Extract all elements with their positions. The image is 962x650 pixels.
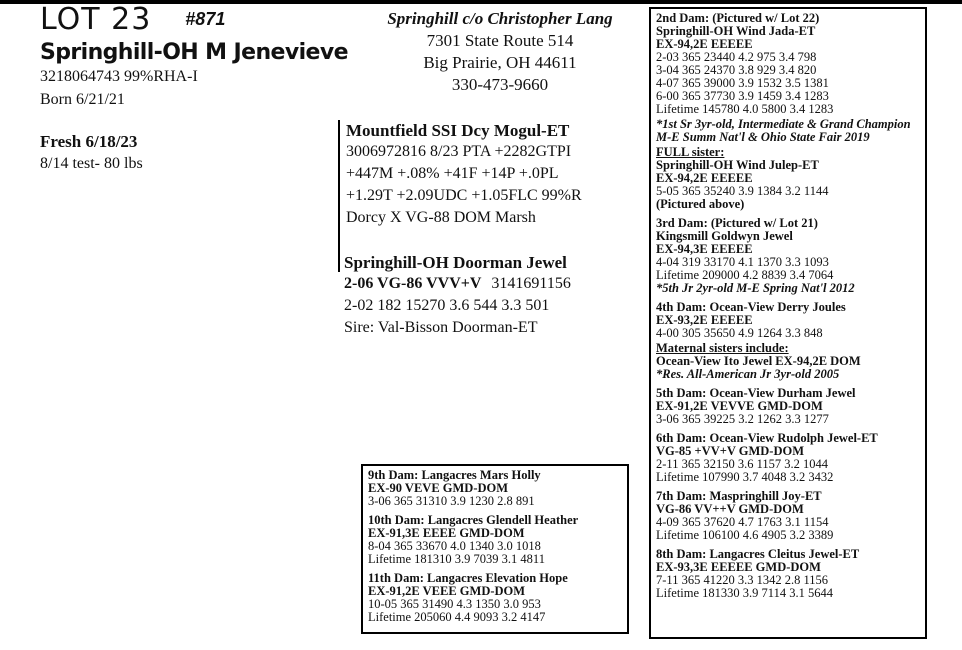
dam6-title: 6th Dam: Ocean-View Rudolph Jewel-ET [656,431,878,445]
dam7-class: VG-86 VV++V GMD-DOM [656,502,804,516]
dam9-title: 9th Dam: Langacres Mars Holly [368,468,541,482]
lot-heading [40,2,225,37]
dam-classification-line [344,273,644,295]
dam9-class: EX-90 VEVE GMD-DOM [368,481,509,495]
dam2-note: *1st Sr 3yr-old, Intermediate & Grand Champion M-E Summ Nat'l & Ohio State Fair 2019 [656,117,911,144]
dam6-class: VG-85 +VV+V GMD-DOM [656,444,805,458]
dam5-entry [656,387,920,426]
consignor-address-line2: Big Prairie, OH 44611 [423,53,577,72]
dam2-title: 2nd Dam: (Pictured w/ Lot 22) [656,11,820,25]
test-result: 8/14 test- 80 lbs [40,155,143,172]
dam7-entry [656,490,920,542]
dam4-entry [656,301,920,340]
dam-classification: 2-06 VG-86 VVV+V [344,275,482,292]
dam3-entry [656,217,920,295]
dam10-lifetime: Lifetime 181310 3.9 7039 3.1 4811 [368,552,545,566]
dam3-lifetime: Lifetime 209000 4.2 8839 3.4 7064 [656,268,834,282]
dam11-record: 10-05 365 31490 4.3 1350 3.0 953 [368,597,541,611]
birth-date: Born 6/21/21 [40,91,125,108]
dam-block [344,253,644,339]
dam2-lifetime: Lifetime 145780 4.0 5800 3.4 1283 [656,102,834,116]
dam11-class: EX-91,2E VEEE GMD-DOM [368,584,526,598]
dam8-title: 8th Dam: Langacres Cleitus Jewel-ET [656,547,860,561]
lot-number: LOT 23 [40,2,152,37]
dam4-record: 4-00 305 35650 4.9 1264 3.3 848 [656,326,823,340]
dam11-entry [368,572,622,624]
maternal-sister-note: *Res. All-American Jr 3yr-old 2005 [656,367,840,381]
dam7-lifetime: Lifetime 106100 4.6 4905 3.2 3389 [656,528,834,542]
dam2-record: 2-03 365 23440 4.2 975 3.4 798 [656,50,817,64]
dam2-record: 6-00 365 37730 3.9 1459 3.4 1283 [656,89,829,103]
dam5-record: 3-06 365 39225 3.2 1262 3.3 1277 [656,412,829,426]
dam6-lifetime: Lifetime 107990 3.7 4048 3.2 3432 [656,470,834,484]
pedigree-box-bottom [361,464,629,634]
dam-registration: 3141691156 [491,275,571,292]
dam2-record: 3-04 365 24370 3.8 929 3.4 820 [656,63,817,77]
sire-info-line: Dorcy X VG-88 DOM Marsh [346,209,536,226]
dam2-record: 4-07 365 39000 3.9 1532 3.5 1381 [656,76,829,90]
dam10-entry [368,514,622,566]
sire-info-line: +447M +.08% +41F +14P +.0PL [346,165,559,182]
sire-info-line: +1.29T +2.09UDC +1.05FLC 99%R [346,187,582,204]
full-sister-name: Springhill-OH Wind Julep-ET [656,158,819,172]
consignor-phone: 330-473-9660 [451,75,549,94]
dam9-record: 3-06 365 31310 3.9 1230 2.8 891 [368,494,535,508]
dam10-class: EX-91,3E EEEE GMD-DOM [368,526,525,540]
maternal-sisters-heading: Maternal sisters include: [656,341,789,355]
dam5-class: EX-91,2E VEVVE GMD-DOM [656,399,823,413]
pedigree-box-right [649,7,927,639]
dam10-title: 10th Dam: Langacres Glendell Heather [368,513,579,527]
dam7-title: 7th Dam: Maspringhill Joy-ET [656,489,822,503]
dam-record: 2-02 182 15270 3.6 544 3.3 501 [344,297,550,314]
dam7-record: 4-09 365 37620 4.7 1763 3.1 1154 [656,515,829,529]
maternal-sisters-entry [656,342,920,381]
full-sister-class: EX-94,2E EEEEE [656,171,753,185]
dam-name: Springhill-OH Doorman Jewel [344,253,567,272]
consignor-name: Springhill c/o Christopher Lang [387,9,613,28]
dam3-title: 3rd Dam: (Pictured w/ Lot 21) [656,216,818,230]
consignor-block [362,8,638,96]
fresh-date: Fresh 6/18/23 [40,132,138,151]
dam5-title: 5th Dam: Ocean-View Durham Jewel [656,386,856,400]
dam3-note: *5th Jr 2yr-old M-E Spring Nat'l 2012 [656,281,855,295]
dam3-name: Kingsmill Goldwyn Jewel [656,229,793,243]
full-sister-heading: FULL sister: [656,145,725,159]
dam-sire: Sire: Val-Bisson Doorman-ET [344,319,538,336]
registration-number: 3218064743 99%RHA-I [40,68,198,85]
full-sister-record: 5-05 365 35240 3.9 1384 3.2 1144 [656,184,829,198]
dam9-entry [368,469,622,508]
dam8-lifetime: Lifetime 181330 3.9 7114 3.1 5644 [656,586,833,600]
dam10-record: 8-04 365 33670 4.0 1340 3.0 1018 [368,539,541,553]
full-sister-note: (Pictured above) [656,197,745,211]
sire-info-line: 3006972816 8/23 PTA +2282GTPI [346,143,572,160]
dam8-class: EX-93,3E EEEEE GMD-DOM [656,560,821,574]
dam8-entry [656,548,920,600]
dam3-class: EX-94,3E EEEEE [656,242,753,256]
dam11-lifetime: Lifetime 205060 4.4 9093 3.2 4147 [368,610,546,624]
dam2-entry [656,12,920,144]
animal-name: Springhill-OH M Jenevieve [40,40,348,65]
dam4-title: 4th Dam: Ocean-View Derry Joules [656,300,846,314]
sire-name: Mountfield SSI Dcy Mogul-ET [346,121,570,140]
dam6-record: 2-11 365 32150 3.6 1157 3.2 1044 [656,457,828,471]
dam2-name: Springhill-OH Wind Jada-ET [656,24,816,38]
catalog-number: #871 [185,9,226,29]
maternal-sister-name: Ocean-View Ito Jewel EX-94,2E DOM [656,354,861,368]
full-sister-entry [656,146,920,211]
dam3-record: 4-04 319 33170 4.1 1370 3.3 1093 [656,255,829,269]
dam11-title: 11th Dam: Langacres Elevation Hope [368,571,568,585]
sire-block [338,120,640,272]
dam2-class: EX-94,2E EEEEE [656,37,753,51]
dam8-record: 7-11 365 41220 3.3 1342 2.8 1156 [656,573,828,587]
dam6-entry [656,432,920,484]
dam4-class: EX-93,2E EEEEE [656,313,753,327]
consignor-address-line1: 7301 State Route 514 [426,31,574,50]
